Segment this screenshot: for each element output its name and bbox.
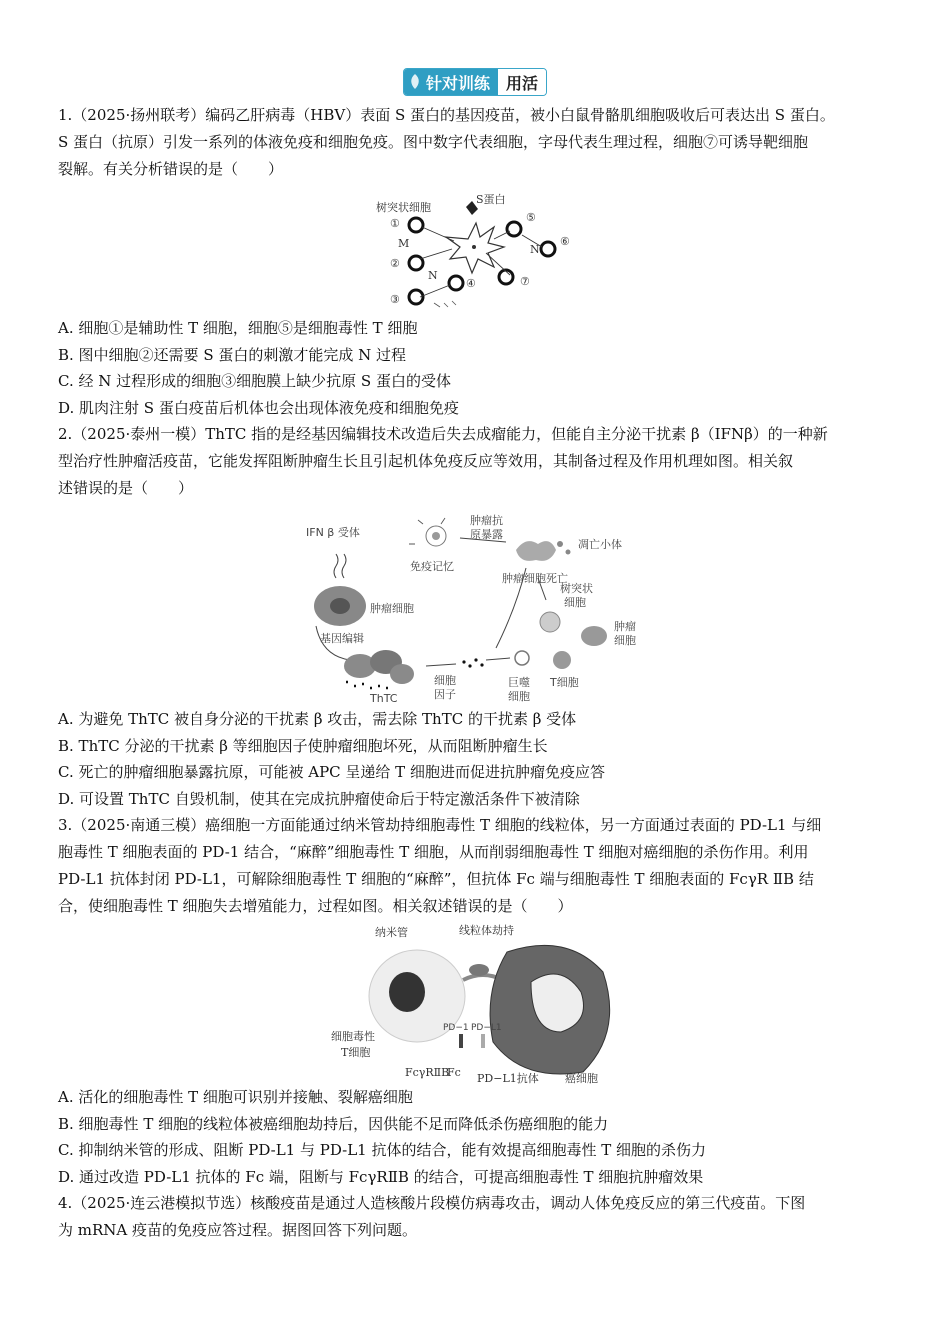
- q1-num-2: ②: [390, 257, 400, 270]
- q2-tumor-1: 肿瘤: [614, 620, 636, 633]
- q3-figure: [331, 922, 621, 1084]
- q3-stem-line: 合，使细胞毒性 T 细胞失去增殖能力，过程如图。相关叙述错误的是（ ）: [58, 897, 573, 915]
- q1-option-b[interactable]: B. 图中细胞②还需要 S 蛋白的刺激才能完成 N 过程: [58, 345, 407, 364]
- q2-ifn-receptor: IFN β 受体: [306, 526, 360, 539]
- q3-nanotube: 纳米管: [375, 926, 408, 939]
- q1-label-m: M: [398, 237, 410, 250]
- q2-macrophage-2: 细胞: [508, 690, 530, 703]
- q3-mito: 线粒体劫持: [459, 924, 514, 937]
- q3-cancer: 癌细胞: [565, 1072, 598, 1084]
- q1-num-7: ⑦: [520, 275, 530, 288]
- q3-pdl1: PD−L1: [471, 1023, 502, 1033]
- q2-cytokine-2: 因子: [434, 688, 456, 701]
- dc-shape: [540, 612, 560, 632]
- q1-stem-line: 1.（2025·扬州联考）编码乙肝病毒（HBV）表面 S 蛋白的基因疫苗，被小白鼠骨骼肌细胞吸收后可表达出 S 蛋白。: [58, 106, 835, 124]
- q4-stem-line: 为 mRNA 疫苗的免疫应答过程。据图回答下列问题。: [58, 1221, 418, 1239]
- q2-death: 肿瘤细胞死亡: [502, 572, 568, 585]
- q3-stem-line: 3.（2025·南通三模）癌细胞一方面能通过纳米管劫持细胞毒性 T 细胞的线粒体，另一方面通过表面的 PD-L1 与细: [58, 816, 822, 834]
- q1-num-5: ⑤: [526, 211, 536, 224]
- q2-apoptotic: 凋亡小体: [578, 538, 622, 551]
- question-1: [58, 102, 894, 421]
- macrophage-shape: [515, 651, 529, 665]
- q1-option-a[interactable]: A. 细胞①是辅助性 T 细胞，细胞⑤是细胞毒性 T 细胞: [58, 319, 418, 337]
- q3-ctl-2: T细胞: [341, 1046, 371, 1059]
- q2-option-d[interactable]: D. 可设置 ThTC 自毁机制，使其在完成抗肿瘤使命后于特定激活条件下被清除: [58, 789, 580, 808]
- q2-antigen-2: 原暴露: [470, 528, 503, 541]
- q1-num-1: ①: [390, 217, 400, 230]
- q2-memory: 免疫记忆: [410, 560, 454, 573]
- q2-figure: [306, 510, 646, 706]
- q3-option-a[interactable]: A. 活化的细胞毒性 T 细胞可识别并接触、裂解癌细胞: [58, 1088, 413, 1106]
- q2-option-b[interactable]: B. ThTC 分泌的干扰素 β 等细胞因子使肿瘤细胞坏死，从而阻断肿瘤生长: [58, 736, 548, 755]
- q3-fcr: FcγRⅡB: [405, 1066, 450, 1079]
- q1-num-6: ⑥: [560, 235, 570, 248]
- q3-pd1: PD−1: [443, 1023, 469, 1033]
- q1-num-4: ④: [466, 277, 476, 290]
- q2-stem-line: 型治疗性肿瘤活疫苗，它能发挥阻断肿瘤生长且引起机体免疫反应等效用，其制备过程及作用机理如图。相关叙: [58, 452, 794, 470]
- t-cell-shape: [553, 651, 571, 669]
- q3-option-b[interactable]: B. 细胞毒性 T 细胞的线粒体被癌细胞劫持后，因供能不足而降低杀伤癌细胞的能力: [58, 1114, 609, 1133]
- q1-label-dc: 树突状细胞: [376, 201, 431, 214]
- q3-fc: Fc: [447, 1066, 461, 1079]
- q3-stem-line: PD-L1 抗体封闭 PD-L1，可解除细胞毒性 T 细胞的“麻醉”，但抗体 Fc 端与细胞毒性 T 细胞表面的 FcγR ⅡB 结: [58, 870, 814, 888]
- q3-option-d[interactable]: D. 通过改造 PD-L1 抗体的 Fc 端，阻断与 FcγRⅡB 的结合，可提高细胞毒性 T 细胞抗肿瘤效果: [58, 1167, 704, 1186]
- question-4: [58, 1190, 894, 1244]
- q2-antigen-1: 肿瘤抗: [470, 514, 503, 527]
- q2-option-a[interactable]: A. 为避免 ThTC 被自身分泌的干扰素 β 攻击，需去除 ThTC 的干扰素 β 受体: [58, 710, 577, 728]
- q2-stem-line: 述错误的是（ ）: [58, 479, 194, 497]
- q1-stem-line: 裂解。有关分析错误的是（ ）: [58, 160, 284, 178]
- q2-gene-edit: 基因编辑: [320, 632, 364, 645]
- q2-tcell: T细胞: [550, 676, 579, 689]
- q1-option-d[interactable]: D. 肌肉注射 S 蛋白疫苗后机体也会出现体液免疫和细胞免疫: [58, 398, 459, 417]
- q1-stem-line: S 蛋白（抗原）引发一系列的体液免疫和细胞免疫。图中数字代表细胞，字母代表生理过程，细胞⑦可诱导靶细胞: [58, 133, 809, 151]
- q1-figure: [376, 187, 576, 315]
- q3-stem-line: 胞毒性 T 细胞表面的 PD-1 结合，“麻醉”细胞毒性 T 细胞，从而削弱细胞毒性 T 细胞对癌细胞的杀伤作用。利用: [58, 843, 809, 861]
- q1-option-c[interactable]: C. 经 N 过程形成的细胞③细胞膜上缺少抗原 S 蛋白的受体: [58, 372, 451, 390]
- q2-dc-2: 细胞: [564, 596, 586, 609]
- leaf-icon: [409, 73, 421, 90]
- section-banner: [403, 68, 547, 96]
- question-3: [58, 812, 894, 1190]
- q2-stem-line: 2.（2025·泰州一模）ThTC 指的是经基因编辑技术改造后失去成瘤能力，但能自主分泌干扰素 β（IFNβ）的一种新: [58, 425, 828, 443]
- banner-left: [404, 69, 498, 95]
- banner-left-text: 针对训练: [425, 73, 490, 93]
- question-2: [58, 421, 894, 812]
- q2-option-c[interactable]: C. 死亡的肿瘤细胞暴露抗原，可能被 APC 呈递给 T 细胞进而促进抗肿瘤免疫应答: [58, 763, 605, 781]
- q3-option-c[interactable]: C. 抑制纳米管的形成、阻断 PD-L1 与 PD-L1 抗体的结合，能有效提高细胞毒性 T 细胞的杀伤力: [58, 1141, 707, 1159]
- q2-dc-1: 树突状: [560, 582, 593, 595]
- q1-label-n1: N: [428, 269, 438, 282]
- q1-label-s: S蛋白: [476, 193, 506, 206]
- q2-cytokine-1: 细胞: [434, 674, 456, 687]
- dead-tumor-shape: [516, 541, 556, 561]
- q2-thtc: ThTC: [370, 692, 398, 705]
- q1-label-n2: N: [530, 243, 540, 256]
- q1-num-3: ③: [390, 293, 400, 306]
- q2-tumor-2: 细胞: [614, 634, 636, 647]
- q3-ctl-1: 细胞毒性: [331, 1030, 375, 1043]
- banner-right-text: 用活: [498, 69, 546, 95]
- q4-stem-line: 4.（2025·连云港模拟节选）核酸疫苗是通过人造核酸片段模仿病毒攻击，调动人体免疫反应的第三代疫苗。下图: [58, 1194, 806, 1212]
- q3-antibody: PD−L1抗体: [477, 1072, 539, 1084]
- q2-macrophage-1: 巨噬: [508, 676, 530, 689]
- q2-tumor-cell: 肿瘤细胞: [370, 602, 414, 615]
